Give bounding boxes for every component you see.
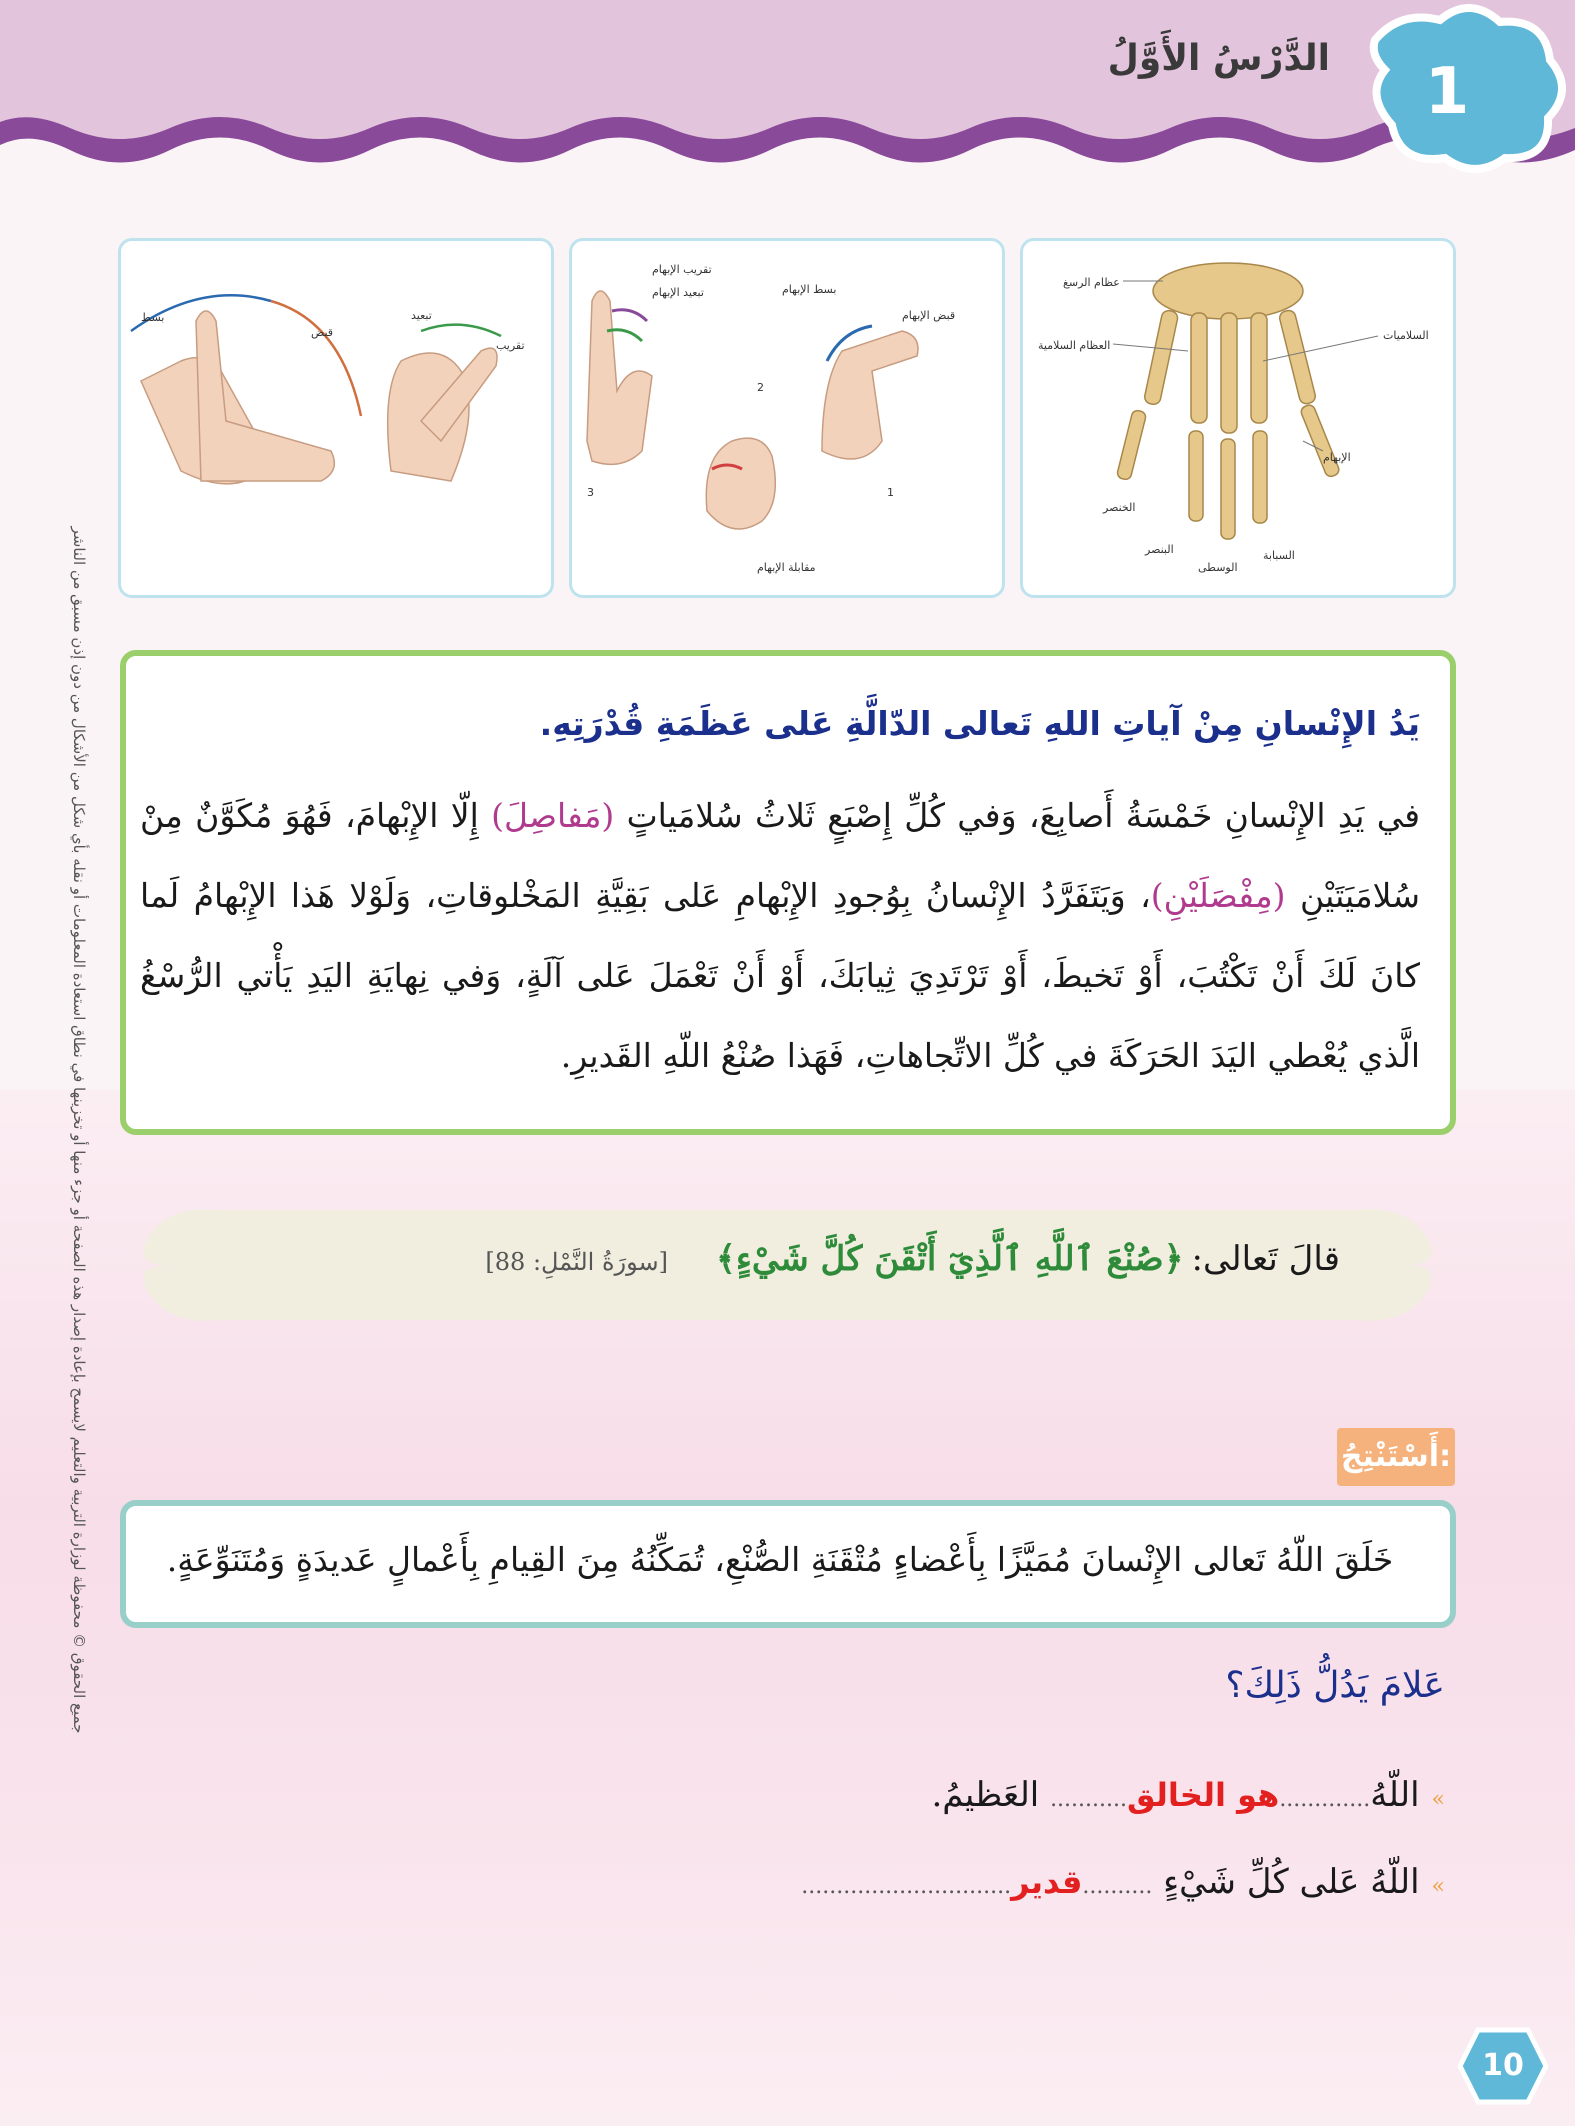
hand-skeleton-illustration xyxy=(1023,241,1453,595)
bullet-2: » xyxy=(1431,1874,1445,1899)
answer-2-written[interactable]: قدير xyxy=(1011,1863,1083,1901)
label-num-3: 3 xyxy=(587,486,594,499)
bullet-1: » xyxy=(1431,1787,1445,1812)
thumb-motion-illustration xyxy=(572,241,1002,595)
label-thumb-extend: بسط الإبهام xyxy=(782,283,837,296)
label-middle: الوسطى xyxy=(1198,561,1238,574)
label-ring: البنصر xyxy=(1145,543,1174,556)
answer-1-written[interactable]: هو الخالق xyxy=(1127,1776,1280,1814)
para-part-2: إِلّا الإِبْهامَ، فَهُوَ مُكَوَّنٌ مِنْ سُلامَيَتَيْنِ xyxy=(140,796,1420,915)
copyright-notice: جميع الحقوق © محفوظة لوزارة التربية والتعليم لايسمح بإعادة إصدار هذه الصفحة أو جزء منها أو تخزينها في نطاق استعادة المعلومات أو نقله بأي شكل من الأشكال من دون إذن مسبق من الناشر xyxy=(70,526,88,1734)
dots-1b: ........... xyxy=(1050,1787,1127,1812)
label-metacarpals: العظام السلامية xyxy=(1038,339,1111,352)
header-banner xyxy=(0,0,1575,190)
label-thumb-oppose: مقابلة الإبهام xyxy=(757,561,816,574)
label-carpals: عظام الرسغ xyxy=(1063,276,1120,289)
dots-2b: .............................. xyxy=(801,1874,1012,1899)
term-joints: (مَفاصِلَ) xyxy=(491,796,615,835)
wrist-motion-figure xyxy=(118,238,554,598)
answer-1-before: اللّهُ xyxy=(1370,1775,1420,1815)
term-two-joints: (مِفْصَلَيْنِ) xyxy=(1150,876,1286,915)
quran-verse: ﴿صُنْعَ ٱللَّهِ ٱلَّذِيٓ أَتْقَنَ كُلَّ شَيْءٍ﴾ xyxy=(715,1239,1184,1279)
main-heading: يَدُ الإِنْسانِ مِنْ آياتِ اللهِ تَعالى الدّالَّةِ عَلى عَظَمَةِ قُدْرَتِهِ. xyxy=(539,704,1420,743)
label-wrist-adduct: تقريب xyxy=(496,339,525,352)
thumb-motion-figure xyxy=(569,238,1005,598)
answer-1-after: العَظيمُ. xyxy=(931,1775,1040,1815)
question-prompt: عَلامَ يَدُلُّ ذَلِكَ؟ xyxy=(1225,1665,1445,1706)
wrist-motion-illustration xyxy=(121,241,551,595)
conclude-tag: أَسْتَنْتِجُ: xyxy=(1337,1428,1455,1486)
para-part-1: في يَدِ الإِنْسانِ خَمْسَةُ أَصابِعَ، وَفي كُلِّ إِصْبَعٍ ثَلاثُ سُلامَياتٍ xyxy=(626,796,1420,835)
label-wrist-flex: قبض xyxy=(311,326,334,339)
conclude-text: خَلَقَ اللّهُ تَعالى الإِنْسانَ مُمَيَّزًا بِأَعْضاءٍ مُتْقَنَةِ الصُّنْعِ، تُمَكِّنُهُ مِنَ القِيامِ بِأَعْمالٍ عَديدَةٍ وَمُتَنَوِّعَةٍ. xyxy=(166,1540,1394,1579)
label-num-1: 1 xyxy=(887,486,894,499)
main-paragraph xyxy=(140,776,1420,1096)
page-number: 10 xyxy=(1482,2048,1524,2083)
label-thumb-adduct: تقريب الإبهام xyxy=(652,263,712,276)
label-thumb: الإبهام xyxy=(1323,451,1351,464)
answer-line-1 xyxy=(445,1775,1445,1815)
para-part-3: ، وَيَتَفَرَّدُ الإِنْسانُ بِوُجودِ الإِبْهامِ عَلى بَقِيَّةِ المَخْلوقاتِ، وَلَوْلا هَذا الإِبْهامُ لَما كانَ لَكَ أَنْ تَكْتُبَ، أَوْ تَخيطَ، أَوْ تَرْتَدِيَ ثِيابَكَ، أَوْ أَنْ تَعْمَلَ عَلى آلَةٍ، وَفي نِهايَةِ اليَدِ يَأْتي الرُّسْغُ الَّذي يُعْطي اليَدَ الحَرَكَةَ في كُلِّ الاتِّجاهاتِ، فَهَذا صُنْعُ اللّهِ القَديرِ. xyxy=(140,876,1420,1075)
label-pinky: الخنصر xyxy=(1103,501,1136,514)
lesson-title: الدَّرْسُ الأَوَّلُ xyxy=(1107,38,1330,79)
label-wrist-extend: بسط xyxy=(141,311,165,324)
label-index: السبابة xyxy=(1263,549,1295,562)
dots-1a: ............. xyxy=(1279,1787,1371,1812)
conclude-box xyxy=(120,1500,1456,1628)
dots-2a: .......... xyxy=(1082,1874,1153,1899)
hand-bones-figure xyxy=(1020,238,1456,598)
label-phalanges: السلاميات xyxy=(1383,329,1429,342)
verse-intro: قالَ تَعالى: xyxy=(1191,1239,1340,1279)
verse-reference: [سورَةُ النَّمْلِ: 88] xyxy=(485,1248,668,1276)
main-text-box xyxy=(120,650,1456,1135)
verse-line xyxy=(340,1238,1340,1279)
answer-2-before: اللّهُ عَلى كُلِّ شَيْءٍ xyxy=(1163,1862,1420,1902)
label-num-2: 2 xyxy=(757,381,764,394)
lesson-number-badge: 1 xyxy=(1424,55,1470,129)
label-wrist-abduct: تبعيد xyxy=(411,309,432,322)
label-thumb-flex: قبض الإبهام xyxy=(902,309,956,322)
answer-line-2 xyxy=(445,1862,1445,1902)
label-thumb-abduct: تبعيد الإبهام xyxy=(652,286,704,299)
